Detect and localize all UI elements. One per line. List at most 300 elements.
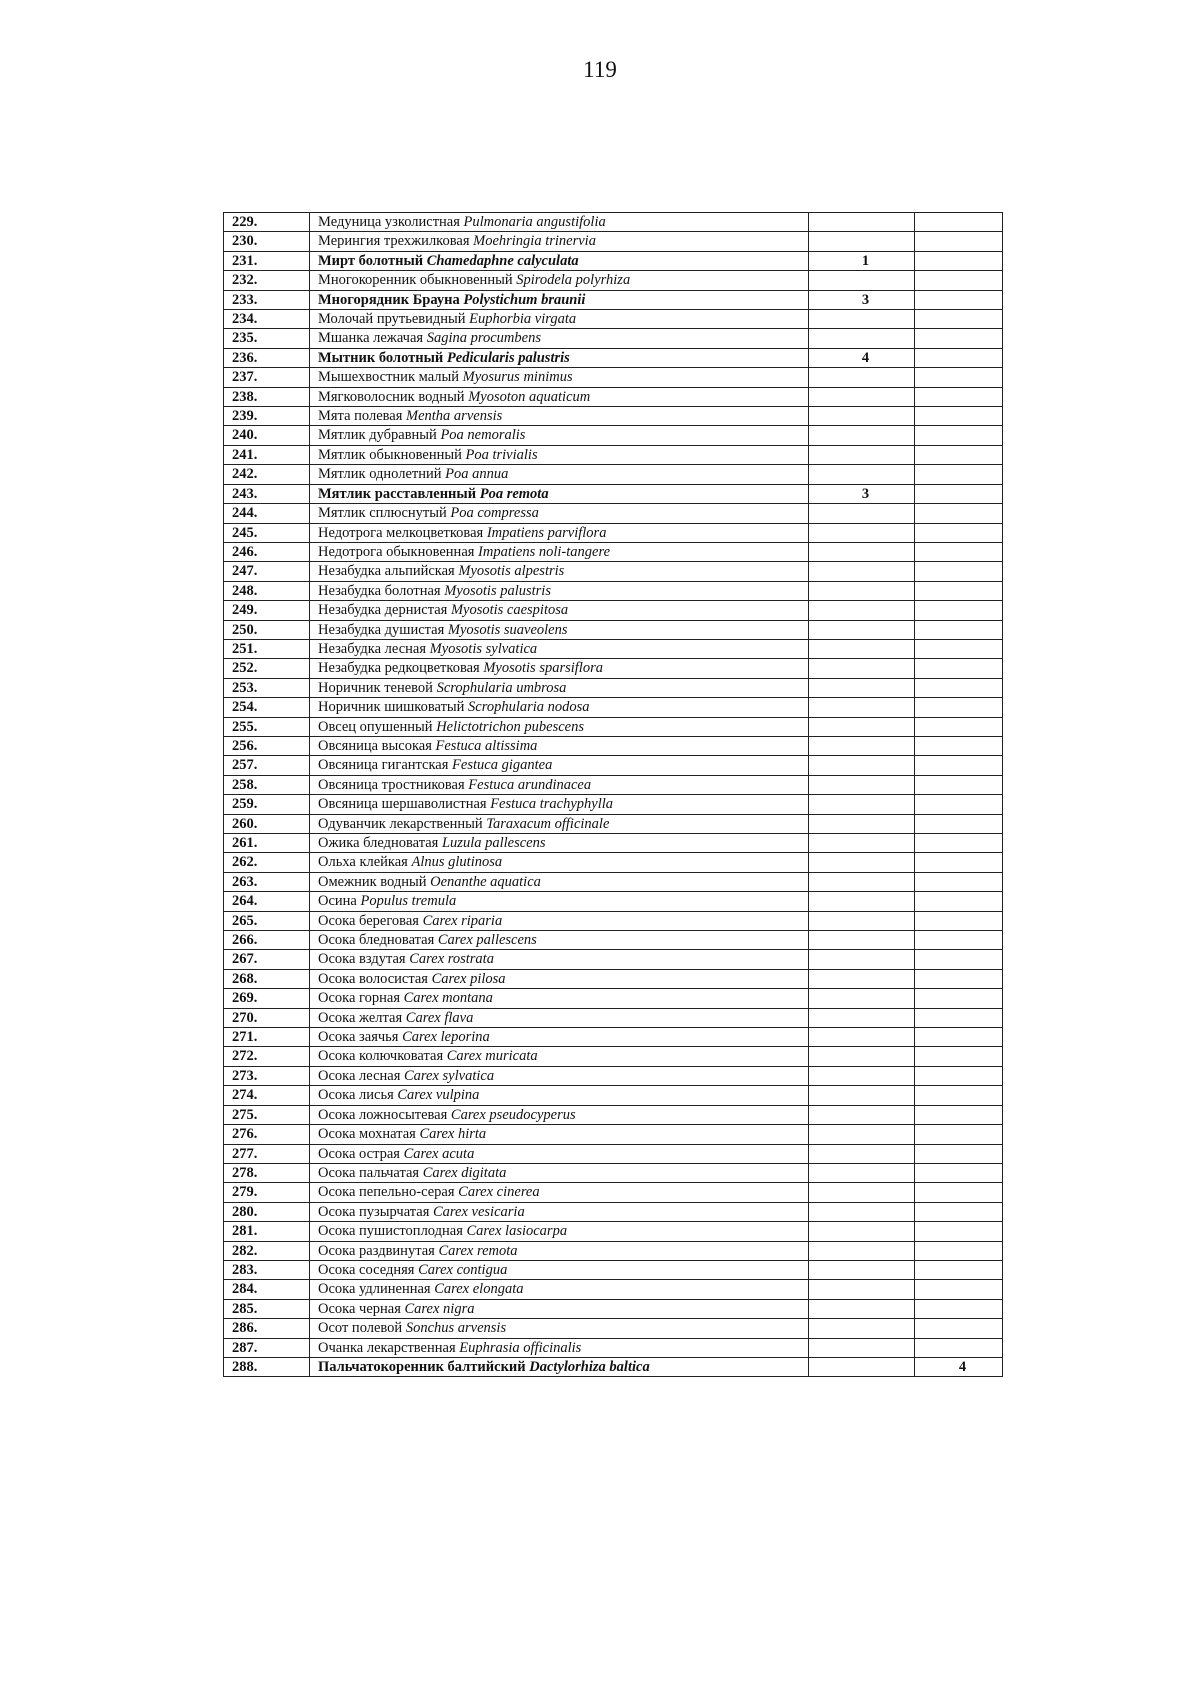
table-row [224, 523, 1003, 542]
species-name-cell [310, 368, 809, 387]
latin-name: Poa compressa [450, 505, 539, 522]
russian-name: Незабудка лесная [318, 640, 427, 657]
category-cell-2 [915, 407, 1003, 426]
category-cell-2 [915, 1280, 1003, 1299]
latin-name: Myosotis palustris [444, 582, 551, 599]
category-cell-1 [809, 1125, 915, 1144]
species-name-cell [310, 1241, 809, 1260]
species-name-cell [310, 892, 809, 911]
latin-name: Sonchus arvensis [405, 1320, 507, 1337]
category-cell-1: 3 [809, 484, 915, 503]
latin-name: Myosotis sylvatica [429, 640, 538, 657]
species-name-cell [310, 853, 809, 872]
russian-name: Овсец опушенный [318, 718, 433, 735]
latin-name: Myosotis alpestris [458, 563, 565, 580]
russian-name: Пальчатокоренник балтийский [318, 1358, 526, 1375]
category-cell-1 [809, 1105, 915, 1124]
table-row [224, 1008, 1003, 1027]
table-row [224, 892, 1003, 911]
table-row [224, 1144, 1003, 1163]
category-cell-2 [915, 348, 1003, 367]
row-number: 288. [224, 1357, 310, 1376]
row-number: 265. [224, 911, 310, 930]
species-name-cell [310, 678, 809, 697]
species-name-cell [310, 969, 809, 988]
category-cell-2 [915, 484, 1003, 503]
russian-name: Осока бледноватая [318, 932, 435, 949]
table-row [224, 504, 1003, 523]
species-name-cell [310, 736, 809, 755]
table-row [224, 1222, 1003, 1241]
category-cell-1 [809, 465, 915, 484]
row-number: 241. [224, 445, 310, 464]
latin-name: Carex elongata [434, 1281, 524, 1298]
category-cell-2 [915, 581, 1003, 600]
table-row [224, 989, 1003, 1008]
category-cell-2 [915, 542, 1003, 561]
category-cell-2 [915, 698, 1003, 717]
russian-name: Овсяница тростниковая [318, 776, 465, 793]
species-name-cell [310, 387, 809, 406]
table-row [224, 853, 1003, 872]
russian-name: Осока волосистая [318, 970, 428, 987]
category-cell-1 [809, 1260, 915, 1279]
category-cell-1: 1 [809, 251, 915, 270]
species-name-cell [310, 523, 809, 542]
category-cell-2 [915, 310, 1003, 329]
latin-name: Carex remota [438, 1242, 518, 1259]
category-cell-1 [809, 271, 915, 290]
russian-name: Мятлик дубравный [318, 427, 437, 444]
row-number: 248. [224, 581, 310, 600]
latin-name: Carex nigra [404, 1300, 475, 1317]
category-cell-1: 3 [809, 290, 915, 309]
species-name-cell [310, 407, 809, 426]
category-cell-1 [809, 717, 915, 736]
russian-name: Осока пушистоплодная [318, 1223, 463, 1240]
row-number: 272. [224, 1047, 310, 1066]
row-number: 274. [224, 1086, 310, 1105]
category-cell-1 [809, 213, 915, 232]
row-number: 263. [224, 872, 310, 891]
russian-name: Мята полевая [318, 408, 403, 425]
category-cell-2 [915, 504, 1003, 523]
latin-name: Carex cinerea [458, 1184, 540, 1201]
category-cell-2 [915, 775, 1003, 794]
species-name-cell [310, 1105, 809, 1124]
category-cell-2 [915, 465, 1003, 484]
latin-name: Carex leporina [402, 1029, 490, 1046]
row-number: 270. [224, 1008, 310, 1027]
category-cell-2 [915, 562, 1003, 581]
latin-name: Carex vesicaria [433, 1203, 525, 1220]
table-row [224, 368, 1003, 387]
category-cell-2 [915, 736, 1003, 755]
category-cell-2 [915, 1163, 1003, 1182]
species-name-cell [310, 601, 809, 620]
latin-name: Carex muricata [446, 1048, 538, 1065]
latin-name: Festuca trachyphylla [490, 796, 614, 813]
category-cell-1 [809, 678, 915, 697]
latin-name: Helictotrichon pubescens [436, 718, 584, 735]
table-row [224, 1338, 1003, 1357]
russian-name: Осока мохнатая [318, 1126, 416, 1143]
category-cell-2 [915, 1008, 1003, 1027]
table-row [224, 1357, 1003, 1376]
category-cell-1 [809, 814, 915, 833]
species-name-cell [310, 814, 809, 833]
russian-name: Осока береговая [318, 912, 419, 929]
latin-name: Myosurus minimus [462, 369, 573, 386]
category-cell-2: 4 [915, 1357, 1003, 1376]
table-row [224, 969, 1003, 988]
row-number: 251. [224, 639, 310, 658]
category-cell-2 [915, 213, 1003, 232]
russian-name: Мягковолосник водный [318, 388, 465, 405]
russian-name: Осока желтая [318, 1009, 403, 1026]
category-cell-1 [809, 1299, 915, 1318]
table-row [224, 1047, 1003, 1066]
table-row [224, 717, 1003, 736]
russian-name: Осина [318, 893, 357, 910]
russian-name: Мятлик обыкновенный [318, 446, 462, 463]
species-name-cell [310, 542, 809, 561]
row-number: 247. [224, 562, 310, 581]
table-row [224, 931, 1003, 950]
russian-name: Омежник водный [318, 873, 427, 890]
species-name-cell [310, 465, 809, 484]
category-cell-2 [915, 1338, 1003, 1357]
category-cell-1 [809, 1357, 915, 1376]
species-name-cell [310, 1338, 809, 1357]
latin-name: Carex pseudocyperus [450, 1106, 576, 1123]
table-row [224, 542, 1003, 561]
category-cell-2 [915, 834, 1003, 853]
russian-name: Осока колючковатая [318, 1048, 444, 1065]
table-row [224, 834, 1003, 853]
latin-name: Dactylorhiza baltica [529, 1358, 650, 1375]
row-number: 282. [224, 1241, 310, 1260]
category-cell-2 [915, 872, 1003, 891]
category-cell-2 [915, 911, 1003, 930]
category-cell-1 [809, 329, 915, 348]
category-cell-2 [915, 989, 1003, 1008]
latin-name: Scrophularia nodosa [468, 699, 590, 716]
row-number: 245. [224, 523, 310, 542]
row-number: 249. [224, 601, 310, 620]
row-number: 242. [224, 465, 310, 484]
table-row [224, 484, 1003, 503]
latin-name: Carex riparia [422, 912, 503, 929]
latin-name: Sagina procumbens [426, 330, 541, 347]
category-cell-1 [809, 1338, 915, 1357]
table-row [224, 1028, 1003, 1047]
table-row [224, 620, 1003, 639]
category-cell-1 [809, 581, 915, 600]
species-name-cell [310, 1183, 809, 1202]
latin-name: Pedicularis palustris [446, 349, 570, 366]
species-name-cell [310, 775, 809, 794]
category-cell-1 [809, 387, 915, 406]
russian-name: Осока лесная [318, 1067, 401, 1084]
species-name-cell [310, 426, 809, 445]
species-name-cell [310, 1086, 809, 1105]
category-cell-1 [809, 969, 915, 988]
table-row [224, 1241, 1003, 1260]
row-number: 264. [224, 892, 310, 911]
latin-name: Populus tremula [360, 893, 457, 910]
latin-name: Euphorbia virgata [469, 311, 577, 328]
category-cell-1 [809, 989, 915, 1008]
category-cell-2 [915, 659, 1003, 678]
russian-name: Норичник шишковатый [318, 699, 465, 716]
table-row [224, 1319, 1003, 1338]
category-cell-1 [809, 232, 915, 251]
category-cell-2 [915, 1299, 1003, 1318]
page-number: 119 [583, 57, 617, 82]
category-cell-2 [915, 1183, 1003, 1202]
species-name-cell [310, 1028, 809, 1047]
table-row [224, 310, 1003, 329]
species-name-cell [310, 1047, 809, 1066]
category-cell-2 [915, 329, 1003, 348]
category-cell-2 [915, 1086, 1003, 1105]
category-cell-1 [809, 1280, 915, 1299]
row-number: 239. [224, 407, 310, 426]
category-cell-1 [809, 310, 915, 329]
category-cell-2 [915, 523, 1003, 542]
species-name-cell [310, 290, 809, 309]
species-name-cell [310, 911, 809, 930]
latin-name: Myosotis sparsiflora [483, 660, 603, 677]
latin-name: Moehringia trinervia [473, 233, 596, 250]
table-row [224, 290, 1003, 309]
latin-name: Carex vulpina [397, 1087, 480, 1104]
species-name-cell [310, 756, 809, 775]
category-cell-1 [809, 736, 915, 755]
latin-name: Impatiens noli-tangere [478, 543, 610, 560]
category-cell-2 [915, 1028, 1003, 1047]
species-name-cell [310, 698, 809, 717]
category-cell-1 [809, 1163, 915, 1182]
russian-name: Овсяница шершаволистная [318, 796, 487, 813]
russian-name: Незабудка редкоцветковая [318, 660, 480, 677]
table-row [224, 407, 1003, 426]
category-cell-2 [915, 853, 1003, 872]
species-name-cell [310, 1066, 809, 1085]
table-row [224, 659, 1003, 678]
category-cell-1 [809, 368, 915, 387]
species-name-cell [310, 1319, 809, 1338]
latin-name: Festuca gigantea [452, 757, 553, 774]
row-number: 285. [224, 1299, 310, 1318]
russian-name: Мытник болотный [318, 349, 444, 366]
species-name-cell [310, 1222, 809, 1241]
latin-name: Carex sylvatica [404, 1067, 495, 1084]
species-name-cell [310, 310, 809, 329]
row-number: 277. [224, 1144, 310, 1163]
latin-name: Festuca arundinacea [468, 776, 592, 793]
latin-name: Poa nemoralis [440, 427, 526, 444]
row-number: 230. [224, 232, 310, 251]
row-number: 255. [224, 717, 310, 736]
row-number: 236. [224, 348, 310, 367]
row-number: 235. [224, 329, 310, 348]
category-cell-1 [809, 698, 915, 717]
table-row [224, 814, 1003, 833]
russian-name: Недотрога мелкоцветковая [318, 524, 484, 541]
category-cell-2 [915, 1202, 1003, 1221]
category-cell-1 [809, 407, 915, 426]
species-name-cell [310, 1260, 809, 1279]
category-cell-1 [809, 1241, 915, 1260]
table-row [224, 795, 1003, 814]
russian-name: Многорядник Брауна [318, 291, 460, 308]
table-row [224, 950, 1003, 969]
latin-name: Poa remota [479, 485, 549, 502]
table-row [224, 872, 1003, 891]
table-row [224, 775, 1003, 794]
category-cell-2 [915, 1066, 1003, 1085]
category-cell-1 [809, 426, 915, 445]
table-row [224, 1163, 1003, 1182]
category-cell-1 [809, 504, 915, 523]
russian-name: Мшанка лежачая [318, 330, 424, 347]
category-cell-1 [809, 950, 915, 969]
species-name-cell [310, 1299, 809, 1318]
table-row [224, 426, 1003, 445]
table-row [224, 639, 1003, 658]
russian-name: Недотрога обыкновенная [318, 543, 475, 560]
table-row [224, 251, 1003, 270]
russian-name: Осока острая [318, 1145, 400, 1162]
row-number: 250. [224, 620, 310, 639]
category-cell-2 [915, 232, 1003, 251]
category-cell-2 [915, 756, 1003, 775]
russian-name: Медуница узколистная [318, 214, 460, 230]
species-name-cell [310, 329, 809, 348]
russian-name: Овсяница высокая [318, 737, 432, 754]
row-number: 258. [224, 775, 310, 794]
species-name-cell [310, 989, 809, 1008]
row-number: 246. [224, 542, 310, 561]
category-cell-2 [915, 1125, 1003, 1144]
row-number: 237. [224, 368, 310, 387]
row-number: 279. [224, 1183, 310, 1202]
row-number: 276. [224, 1125, 310, 1144]
category-cell-2 [915, 1144, 1003, 1163]
category-cell-2 [915, 290, 1003, 309]
latin-name: Carex acuta [403, 1145, 475, 1162]
species-table-body [224, 213, 1003, 1377]
row-number: 243. [224, 484, 310, 503]
russian-name: Незабудка альпийская [318, 563, 455, 580]
category-cell-2 [915, 620, 1003, 639]
latin-name: Taraxacum officinale [486, 815, 610, 832]
russian-name: Ольха клейкая [318, 854, 408, 871]
row-number: 267. [224, 950, 310, 969]
species-name-cell [310, 271, 809, 290]
latin-name: Luzula pallescens [441, 835, 546, 851]
category-cell-2 [915, 678, 1003, 697]
category-cell-1 [809, 756, 915, 775]
table-row [224, 736, 1003, 755]
row-number: 261. [224, 834, 310, 853]
category-cell-2 [915, 1105, 1003, 1124]
category-cell-1 [809, 1047, 915, 1066]
russian-name: Осока пузырчатая [318, 1203, 430, 1220]
latin-name: Carex lasiocarpa [466, 1223, 568, 1240]
table-row [224, 387, 1003, 406]
category-cell-2 [915, 795, 1003, 814]
table-row [224, 271, 1003, 290]
category-cell-1 [809, 1008, 915, 1027]
russian-name: Норичник теневой [318, 679, 433, 696]
russian-name: Осока вздутая [318, 951, 406, 968]
latin-name: Carex montana [403, 990, 493, 1007]
row-number: 253. [224, 678, 310, 697]
table-row [224, 465, 1003, 484]
species-name-cell [310, 1280, 809, 1299]
species-name-cell [310, 931, 809, 950]
category-cell-1 [809, 542, 915, 561]
row-number: 268. [224, 969, 310, 988]
russian-name: Осока лисья [318, 1087, 394, 1104]
category-cell-1 [809, 1222, 915, 1241]
category-cell-1 [809, 1202, 915, 1221]
russian-name: Многокоренник обыкновенный [318, 272, 513, 289]
table-row [224, 678, 1003, 697]
category-cell-2 [915, 717, 1003, 736]
row-number: 286. [224, 1319, 310, 1338]
category-cell-1 [809, 775, 915, 794]
species-name-cell [310, 445, 809, 464]
latin-name: Mentha arvensis [406, 408, 503, 425]
latin-name: Euphrasia officinalis [459, 1339, 582, 1356]
species-name-cell [310, 213, 809, 232]
latin-name: Myosotis caespitosa [450, 602, 569, 619]
row-number: 256. [224, 736, 310, 755]
russian-name: Мышехвостник малый [318, 369, 459, 386]
row-number: 257. [224, 756, 310, 775]
row-number: 233. [224, 290, 310, 309]
category-cell-2 [915, 271, 1003, 290]
row-number: 266. [224, 931, 310, 950]
category-cell-1 [809, 1183, 915, 1202]
category-cell-1 [809, 911, 915, 930]
russian-name: Осока пепельно-серая [318, 1184, 455, 1201]
latin-name: Myosoton aquaticum [468, 388, 591, 405]
russian-name: Осот полевой [318, 1320, 403, 1337]
russian-name: Незабудка душистая [318, 621, 445, 638]
table-row [224, 1125, 1003, 1144]
category-cell-1 [809, 1086, 915, 1105]
category-cell-2 [915, 1241, 1003, 1260]
row-number: 259. [224, 795, 310, 814]
latin-name: Carex contigua [418, 1261, 508, 1278]
category-cell-1: 4 [809, 348, 915, 367]
category-cell-2 [915, 892, 1003, 911]
russian-name: Овсяница гигантская [318, 757, 449, 774]
latin-name: Scrophularia umbrosa [436, 679, 567, 696]
latin-name: Myosotis suaveolens [447, 621, 568, 638]
table-row [224, 232, 1003, 251]
russian-name: Молочай прутьевидный [318, 311, 466, 328]
row-number: 269. [224, 989, 310, 1008]
category-cell-2 [915, 387, 1003, 406]
russian-name: Мирт болотный [318, 252, 424, 269]
category-cell-2 [915, 426, 1003, 445]
